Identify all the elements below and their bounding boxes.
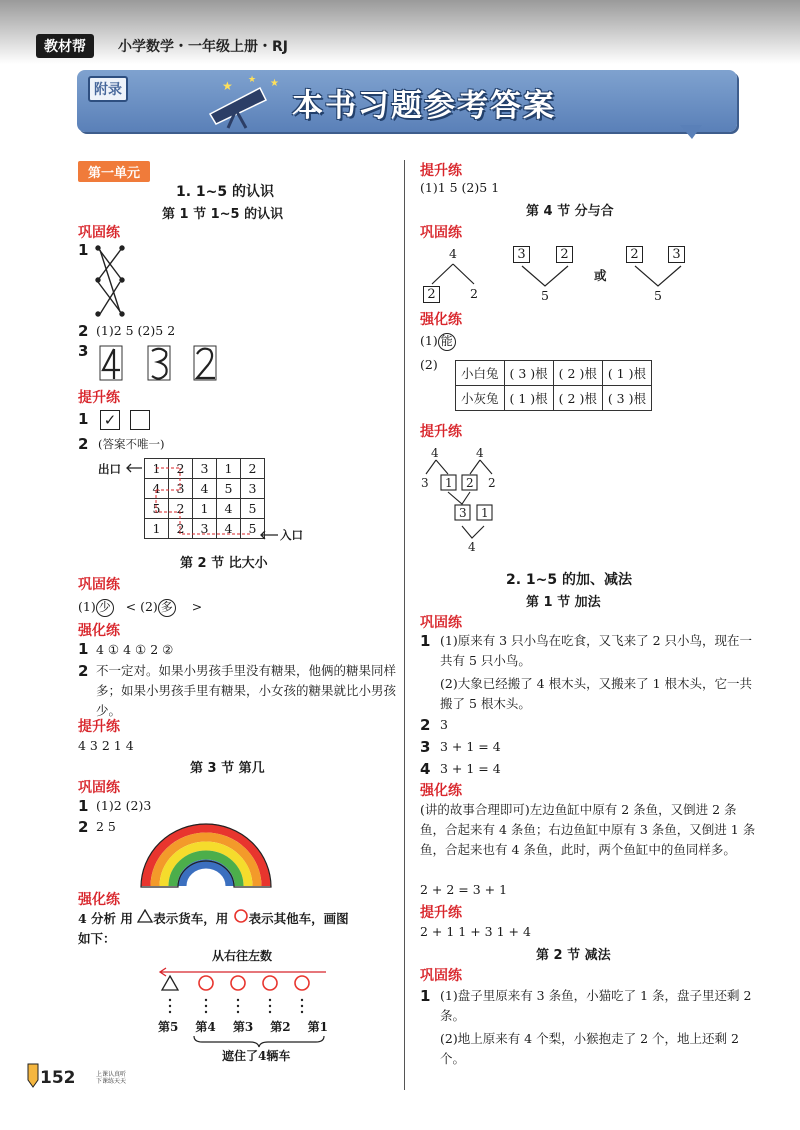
text: 4 分析 用 [78,911,133,926]
label-qianghua: 强化练 [420,312,462,328]
subsection-title: 第 3 节 第几 [190,761,265,776]
rainbow-image [138,820,274,890]
section-title: 1. 1~5 的认识 [176,184,275,200]
answer-text: (2)大象已经搬了 4 根木头，又搬来了 1 根木头，它一共搬了 5 根木头。 [440,676,753,711]
split-lines [424,262,490,286]
tree-value: 2 [466,476,474,490]
grid-cell: 3 [193,459,217,479]
q-number: 3 [78,342,89,360]
split-value: 2 [470,286,478,301]
merge-result: 5 [541,288,549,303]
answer-note: (答案不唯一) [98,437,165,451]
table-cell: 小白兔 [456,361,505,386]
table-cell: ( 2 )根 [553,361,602,386]
q-number: 2 [78,662,89,680]
answer-text: (2)地上原来有 4 个梨，小猴抱走了 2 个，地上还剩 2 个。 [440,1031,739,1066]
analysis-text: 如下： [78,931,116,946]
merge-lines [627,264,687,288]
merge-box: 3 [513,246,530,263]
svg-text:★: ★ [270,78,279,89]
answer-text: 4 3 2 1 4 [78,738,134,753]
label-tisheng: 提升练 [420,163,462,179]
position-label: 第2 [270,1020,291,1034]
label-tisheng: 提升练 [420,905,462,921]
grid-cell: 4 [193,479,217,499]
table-cell: ( 1 )根 [602,361,651,386]
digit-writing [98,344,228,384]
table-cell: ( 3 )根 [602,386,651,411]
telescope-icon [200,74,282,130]
label-qianghua: 强化练 [78,623,120,639]
table-cell: ( 3 )根 [504,361,553,386]
text: > [191,599,203,614]
answer-text: 不一定对。如果小男孩手里没有糖果，他俩的糖果同样多；如果小男孩手里有糖果，小女孩的糖果就比小男孩少。 [96,663,397,718]
answer-text: (1)原来有 3 只小鸟在吃食，又飞来了 2 只小鸟，现在一共有 5 只小鸟。 [440,633,753,668]
answer-text: (1)盘子里原来有 3 条鱼，小猫吃了 1 条，盘子里还剩 2 条。 [440,988,752,1023]
merge-result: 5 [654,288,662,303]
q-number: 2 [420,716,431,734]
compare-answer [78,597,202,617]
answer-text: 2 + 1 1 + 3 1 + 4 [420,924,531,939]
series-title: 小学数学・一年级上册・RJ [118,39,288,55]
subsection-title: 第 2 节 比大小 [180,556,268,571]
grid-cell: 1 [145,459,169,479]
text: 表示其他车，画图 [248,911,349,926]
exit-label: 出口 [98,462,121,476]
or-label: 或 [594,268,607,283]
table-cell: ( 2 )根 [553,386,602,411]
checkbox-empty [130,410,150,430]
grid-cell: 5 [145,499,169,519]
tree-value: 4 [476,446,484,460]
q-number: 3 [420,738,431,756]
merge-box: 3 [668,246,685,263]
grid-cell: 2 [169,519,193,539]
q-number: 4 [420,760,431,778]
text: 表示货车，用 [153,911,229,926]
entry-label: 入口 [280,528,303,542]
position-label: 第3 [232,1020,254,1034]
grid-cell: 4 [217,499,241,519]
direction-label: 从右往左数 [212,949,273,963]
grid-cell: 3 [169,479,193,499]
label-gonggu: 巩固练 [420,968,462,984]
grid-cell: 3 [241,479,265,499]
footer-note-line: 下课练天天 [96,1078,127,1085]
label-gonggu: 巩固练 [420,225,462,241]
grid-cell: 5 [241,519,265,539]
answer-text: (1)2 5 (2)5 2 [96,323,176,338]
q-number: 1 [78,797,89,815]
footer-note [96,1071,126,1085]
answer-text [420,331,456,351]
merge-lines [514,264,574,288]
tree-value: 2 [488,476,496,490]
brand-label: 教材帮 [36,34,94,58]
svg-text:★: ★ [222,79,233,93]
tree-value: 3 [421,476,429,490]
label-gonggu: 巩固练 [78,577,120,593]
q-number: 1 [78,410,89,428]
tree-value: 3 [459,506,467,520]
subsection-title: 第 4 节 分与合 [526,204,614,219]
matching-lines [92,242,132,320]
answer-text: (2) [420,357,438,372]
grid-cell: 1 [145,519,169,539]
text: (1) [78,599,96,614]
checkbox-checked: ✓ [100,410,120,430]
subsection-title: 第 1 节 1~5 的认识 [162,207,284,222]
label-gonggu: 巩固练 [78,225,120,241]
answer-text: 3 + 1 = 4 [440,761,501,776]
answer-text: (讲的故事合理即可)左边鱼缸中原有 2 条鱼，又倒进 2 条鱼，合起来有 4 条鱼；右边鱼缸中原有 3 条鱼，又倒进 1 条鱼，合起来也有 4 条鱼，此时，两个鱼缸中的鱼同样多。 [420,802,756,857]
text: < (2) [125,599,158,614]
label-tisheng: 提升练 [420,424,462,440]
svg-text:★: ★ [248,75,257,85]
q-number: 1 [78,241,89,259]
answer-text: (1)2 (2)3 [96,798,152,813]
tree-value: 1 [481,506,489,520]
position-label: 第4 [195,1020,216,1034]
triangle-icon [137,909,153,923]
q-number: 2 [78,818,89,836]
split-top: 4 [449,246,457,261]
banner-tail [680,125,702,139]
page-number: 152 [40,1068,76,1088]
circled-answer: 能 [438,333,456,351]
label-tisheng: 提升练 [78,390,120,406]
grid-cell: 4 [217,519,241,539]
column-divider [404,160,405,1090]
position-label: 第1 [307,1020,328,1034]
grid-cell: 5 [241,499,265,519]
footer-note-line: 上课认真听 [96,1071,127,1078]
circle-icon [233,909,249,923]
subsection-title: 第 2 节 减法 [536,948,611,963]
tree-value: 4 [468,540,476,554]
blocked-label: 遮住了4辆车 [222,1049,291,1063]
grid-cell: 4 [145,479,169,499]
split-box: 2 [423,286,440,303]
banner-title: 本书习题参考答案 [292,88,556,124]
section-title: 2. 1~5 的加、减法 [506,572,633,588]
appendix-tag: 附录 [88,76,128,102]
table-cell: ( 1 )根 [504,386,553,411]
circled-answer: 少 [96,599,114,617]
q-number: 1 [78,640,89,658]
maze-path [144,458,270,544]
arrow-left-icon [124,462,144,474]
grid-cell: 3 [193,519,217,539]
answer-text: 2 + 2 = 3 + 1 [420,882,508,897]
label-qianghua: 强化练 [420,783,462,799]
table-cell: 小灰兔 [456,386,505,411]
subsection-title: 第 1 节 加法 [526,595,601,610]
circled-answer: 多 [158,599,176,617]
grid-cell: 2 [169,459,193,479]
q-number: 1 [420,632,431,650]
grid-cell: 2 [169,499,193,519]
answer-text: 3 + 1 = 4 [440,739,501,754]
label-gonggu: 巩固练 [420,615,462,631]
text: (1) [420,333,438,348]
merge-box: 2 [556,246,573,263]
grid-cell: 2 [241,459,265,479]
position-label: 第5 [158,1020,179,1034]
q-number: 2 [78,435,89,453]
q-number: 1 [420,987,431,1005]
analysis-text [78,909,349,929]
tree-value: 4 [431,446,439,460]
position-labels [158,1018,328,1035]
answer-text: 3 [440,717,448,732]
number-tree [418,444,508,554]
grid-cell: 1 [193,499,217,519]
q-number: 2 [78,322,89,340]
label-gonggu: 巩固练 [78,780,120,796]
unit-tag: 第一单元 [78,161,150,182]
arrow-left-icon [258,528,280,542]
label-tisheng: 提升练 [78,719,120,735]
label-qianghua: 强化练 [78,892,120,908]
answer-text: 4 ① 4 ① 2 ② [96,642,174,657]
car-sequence [156,972,324,1022]
carrot-table [455,360,652,411]
answer-text: (1)1 5 (2)5 1 [420,180,500,195]
merge-box: 2 [626,246,643,263]
grid-cell: 1 [217,459,241,479]
tree-value: 1 [445,476,453,490]
answer-text: 2 5 [96,819,116,834]
grid-cell: 5 [217,479,241,499]
